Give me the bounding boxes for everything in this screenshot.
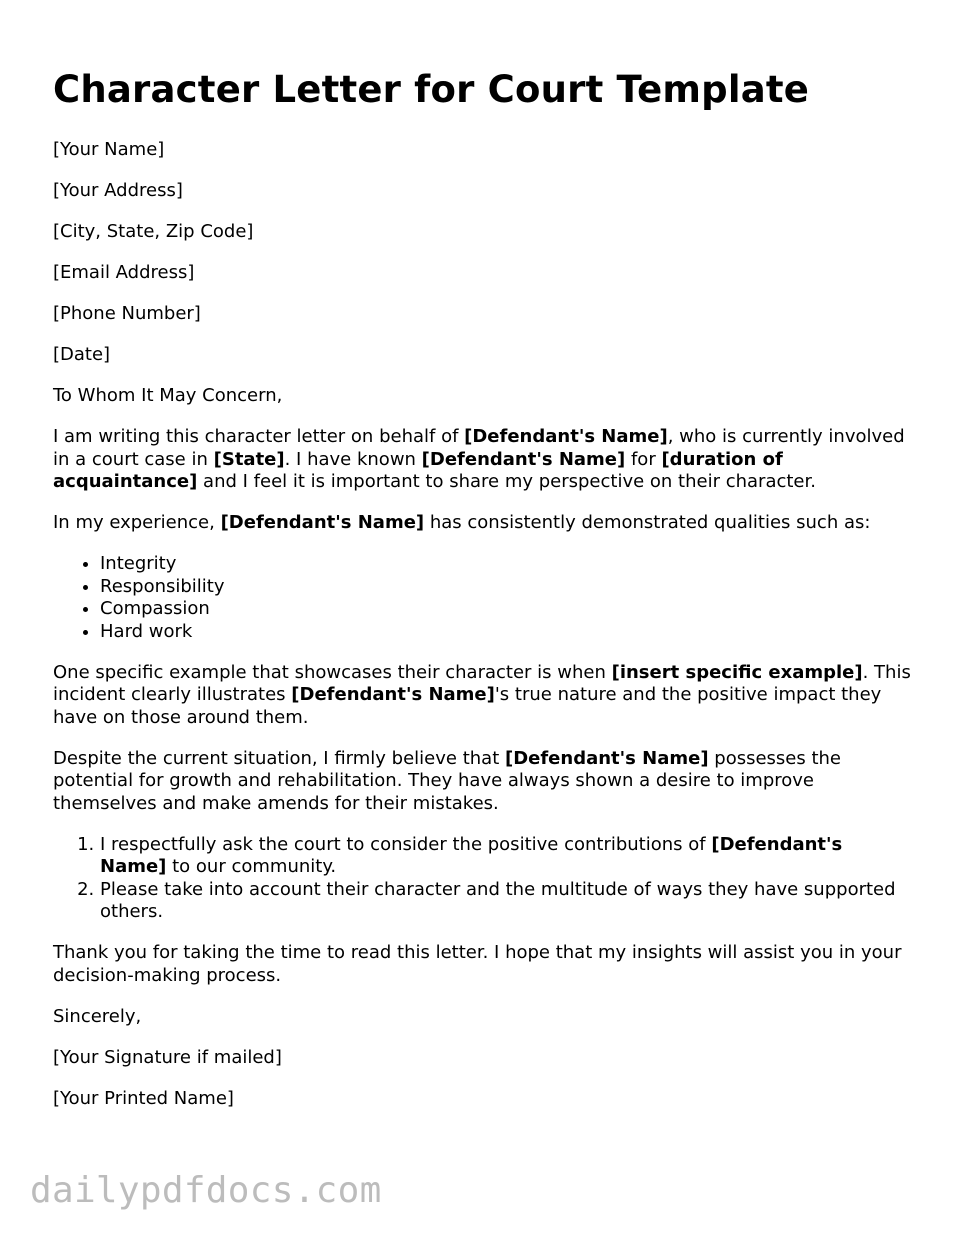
- growth-placeholder-defendant: [Defendant's Name]: [504, 747, 709, 769]
- intro-text-1: I am writing this character letter on behalf of: [53, 426, 465, 447]
- request-1-placeholder-defendant: [Defendant's Name]: [100, 833, 843, 877]
- sender-email: [Email Address]: [53, 262, 195, 283]
- watermark: dailypdfdocs.com: [30, 1170, 382, 1211]
- list-item: • Hard work: [100, 621, 913, 644]
- salutation: To Whom It May Concern,: [53, 385, 283, 406]
- qualities-list: [53, 553, 913, 643]
- page-title: Character Letter for Court Template: [53, 68, 810, 111]
- list-item: • Compassion: [100, 598, 913, 621]
- signoff: Sincerely,: [53, 1005, 142, 1027]
- request-1-text-2: to our community.: [166, 856, 337, 877]
- letter-date: [Date]: [53, 344, 111, 365]
- example-text-3: 's true nature and the positive impact they have on those around them.: [53, 684, 882, 728]
- list-item: • Responsibility: [100, 576, 913, 599]
- intro-text-3: . I have known: [284, 448, 422, 470]
- sender-address: [Your Address]: [53, 180, 183, 201]
- letter-document: [53, 64, 913, 1129]
- intro-placeholder-state: [State]: [213, 448, 285, 470]
- signature-line: [Your Signature if mailed]: [53, 1046, 282, 1068]
- growth-paragraph: [53, 748, 913, 816]
- intro-text-5: and I feel it is important to share my perspective on their character.: [197, 471, 816, 492]
- request-1-text-1: I respectfully ask the court to consider the positive contributions of: [100, 833, 712, 855]
- qualities-intro: [53, 512, 913, 535]
- example-text-1: One specific example that showcases their character is when: [53, 661, 612, 683]
- example-text-2: . This incident clearly illustrates: [53, 661, 911, 705]
- sender-city: [City, State, Zip Code]: [53, 221, 254, 242]
- list-item: 2. Please take into account their character and the multitude of ways they have supported others.: [100, 879, 913, 924]
- intro-text-2: , who is currently involved in a court case in: [53, 426, 905, 470]
- qualities-placeholder-defendant: [Defendant's Name]: [220, 512, 425, 533]
- qualities-text-1: In my experience,: [53, 512, 221, 533]
- example-placeholder-defendant: [Defendant's Name]: [291, 684, 495, 705]
- closing-paragraph: Thank you for taking the time to read this letter. I hope that my insights will assist you in your decision-making process.: [53, 942, 902, 986]
- intro-text-4: for: [625, 448, 662, 470]
- qualities-text-2: has consistently demonstrated qualities such as:: [424, 512, 871, 533]
- sender-name: [Your Name]: [53, 139, 165, 160]
- intro-placeholder-defendant-2: [Defendant's Name]: [421, 448, 626, 470]
- requests-list: [53, 834, 913, 924]
- growth-text-1: Despite the current situation, I firmly believe that: [53, 747, 505, 769]
- printed-name: [Your Printed Name]: [53, 1087, 234, 1109]
- example-paragraph: [53, 662, 913, 730]
- sender-phone: [Phone Number]: [53, 303, 201, 324]
- list-item: [100, 834, 913, 879]
- intro-placeholder-duration: [duration of acquaintance]: [53, 448, 783, 492]
- growth-text-2: possesses the potential for growth and rehabilitation. They have always shown a desire to improve themselves and make amends for their mistakes.: [53, 747, 842, 814]
- intro-placeholder-defendant: [Defendant's Name]: [464, 426, 668, 447]
- list-item: • Integrity: [100, 553, 913, 576]
- example-placeholder: [insert specific example]: [611, 661, 863, 683]
- intro-paragraph: [53, 426, 913, 494]
